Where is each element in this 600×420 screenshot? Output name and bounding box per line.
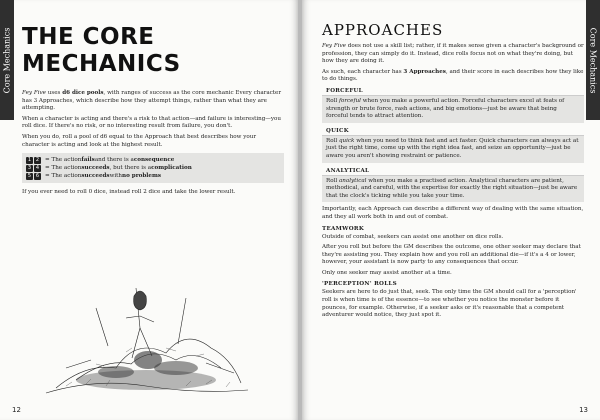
page-number: 12 bbox=[12, 406, 21, 414]
text: does not use a skill list; rather, if it makes sense given a character's background or profession, they can simply do it. Instead, dice rolls focus not on what they're doing, but how they are doing it. bbox=[322, 43, 584, 65]
dice-icons bbox=[26, 165, 42, 172]
die-icon: 5 bbox=[27, 172, 32, 179]
chapter-tab-label: Core Mechanics bbox=[588, 27, 598, 93]
die-icon: 4 bbox=[35, 164, 40, 171]
bold-term: succeeds bbox=[81, 173, 110, 180]
paragraph: Importantly, each Approach can describe a different way of dealing with the same situation, and they all work both in and out of combat. bbox=[322, 206, 584, 220]
approach-box-forceful bbox=[322, 87, 584, 123]
title-line-2: MECHANICS bbox=[22, 51, 181, 77]
paragraph: After you roll but before the GM describes the outcome, one other seeker may declare that they're assisting you. They explain how and you roll an additional die—if it's a 4 or lower, however, your assistant is now party to any consequences that occur. bbox=[322, 244, 581, 266]
chapter-tab-label: Core Mechanics bbox=[2, 27, 12, 93]
left-page bbox=[0, 0, 298, 420]
bold-term: d6 dice pools bbox=[62, 90, 104, 96]
bold-term: no problems bbox=[122, 173, 162, 180]
title-line-1: THE CORE bbox=[22, 24, 155, 50]
bold-term: 3 Approaches bbox=[403, 68, 446, 75]
approach-text bbox=[326, 98, 580, 121]
text: , and their score in each describes how they like to do things. bbox=[322, 68, 584, 83]
paragraph: If you ever need to roll 0 dice, instead roll 2 dice and take the lower result. bbox=[22, 189, 236, 196]
text: , but there is a bbox=[109, 165, 152, 172]
page-number: 13 bbox=[579, 406, 588, 414]
die-icon: 2 bbox=[35, 156, 40, 163]
paragraph bbox=[322, 69, 584, 84]
bold-term: consequence bbox=[133, 157, 175, 164]
dice-icons bbox=[26, 157, 42, 164]
right-page bbox=[302, 0, 600, 420]
bold-term: succeeds bbox=[81, 165, 110, 172]
result-row bbox=[26, 172, 280, 180]
result-row bbox=[26, 164, 280, 172]
right-content bbox=[322, 20, 584, 323]
text: when you make a powerful action. Forceful characters excel at feats of strength or brute force, rash actions, and big emotions—just be aware that being forceful tends to attract attention. bbox=[326, 97, 565, 120]
die-icon: 6 bbox=[35, 172, 40, 179]
paragraph: Seekers are here to do just that, seek. The only time the GM should call for a 'perception' roll is when time is of the essence—to see whether you notice the monster before it pounces, for example. Otherwise, if a seeker asks or it's reasonable that a competent adventurer would notice, they just spot it. bbox=[322, 289, 577, 319]
text: and there is a bbox=[94, 157, 134, 164]
bold-term: complication bbox=[151, 165, 192, 172]
dice-results-box bbox=[22, 153, 284, 183]
chapter-tab-left bbox=[0, 0, 14, 120]
battlefield-illustration bbox=[36, 268, 258, 406]
section-title: APPROACHES bbox=[322, 21, 444, 39]
approach-text bbox=[326, 138, 580, 161]
approach-text bbox=[326, 178, 580, 201]
text: when you make a practised action. Analytical characters are patient, methodical, and careful, with the expertise for exactly the right situation—just be aware that the clock's ticking while you take your time. bbox=[326, 177, 578, 199]
approach-name: quick bbox=[338, 137, 355, 144]
text: = The action bbox=[45, 173, 82, 180]
intro-paragraph bbox=[22, 90, 284, 113]
paragraph: Outside of combat, seekers can assist one another on dice rolls. bbox=[322, 233, 504, 240]
game-name: Fey Five bbox=[322, 43, 346, 49]
text: with bbox=[109, 173, 123, 180]
approach-box-quick bbox=[322, 127, 584, 163]
die-icon: 1 bbox=[27, 156, 32, 163]
left-content bbox=[22, 24, 284, 200]
game-name: Fey Five bbox=[22, 90, 46, 96]
dice-icons bbox=[26, 173, 42, 180]
text: As such, each character has bbox=[322, 68, 404, 75]
approach-heading: QUICK bbox=[322, 127, 584, 136]
text: Roll bbox=[326, 137, 339, 144]
perception-heading: 'PERCEPTION' ROLLS bbox=[322, 281, 398, 288]
teamwork-heading: TEAMWORK bbox=[322, 225, 365, 232]
die-icon: 3 bbox=[27, 164, 32, 171]
text: = The action bbox=[45, 165, 82, 172]
text: Roll bbox=[326, 177, 339, 184]
approach-box-analytical bbox=[322, 167, 584, 203]
text: , with ranges of success as the core mechanic Every character has 3 Approaches, which describe how they attempt things, rather than what they are attempting. bbox=[22, 90, 282, 112]
approach-name: analytical bbox=[338, 177, 367, 184]
paragraph: Only one seeker may assist another at a time. bbox=[322, 269, 452, 276]
paragraph: When a character is acting and there's a risk to that action—and failure is interesting—you roll dice. If there's no risk, or no interesting result from failure, you don't. bbox=[22, 115, 282, 130]
text: = The action bbox=[45, 157, 82, 164]
bold-term: fails bbox=[81, 157, 95, 164]
approach-heading: FORCEFUL bbox=[322, 87, 584, 96]
approach-heading: ANALYTICAL bbox=[322, 167, 584, 176]
page-title bbox=[22, 24, 284, 78]
paragraph: When you do, roll a pool of d6 equal to the Approach that best describes how your character is acting and look at the highest result. bbox=[22, 133, 257, 148]
result-row bbox=[26, 156, 280, 164]
text: when you need to think fast and act faster. Quick characters can always act at just the right time, come up with the right idea fast, and seize an opportunity—just be aware you aren't showing restraint or patience. bbox=[326, 137, 579, 159]
text: uses bbox=[45, 90, 63, 96]
paragraph bbox=[322, 43, 584, 66]
chapter-tab-right bbox=[586, 0, 600, 120]
text: Roll bbox=[326, 97, 339, 104]
approach-name: forceful bbox=[338, 97, 361, 104]
